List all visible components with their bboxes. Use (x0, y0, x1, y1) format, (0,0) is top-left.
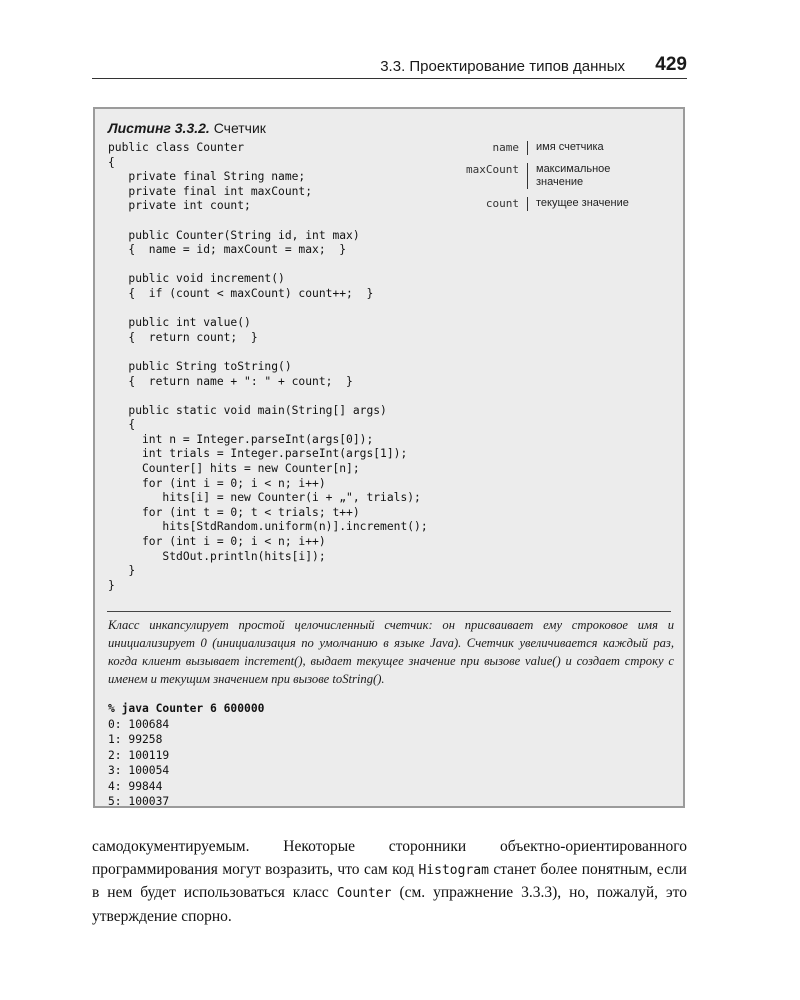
legend-description: максимальное значение (536, 163, 611, 188)
code-line: public String toString() (108, 359, 292, 373)
code-line: hits[StdRandom.uniform(n)].increment(); (108, 520, 428, 534)
code-line: private final String name; (108, 170, 306, 184)
code-line: for (int i = 0; i < n; i++) (108, 476, 326, 490)
description-text: . (381, 672, 385, 686)
terminal-output-line: 2: 100119 (108, 748, 170, 762)
terminal-output-line: 4: 99844 (108, 779, 163, 793)
body-paragraph (92, 836, 687, 928)
code-line: public int value() (108, 316, 251, 330)
code-line: public void increment() (108, 272, 285, 286)
code-line: { return count; } (108, 330, 258, 344)
terminal-lines (108, 718, 169, 809)
code-line: StdOut.println(hits[i]); (108, 549, 326, 563)
code-line: public Counter(String id, int max) (108, 228, 360, 242)
section-title: 3.3. Проектирование типов данных (380, 58, 625, 75)
description-text: Класс инкапсулирует простой целочисленный счетчик: он присваивает ему строковое имя и инициализирует 0 (инициализация по умолчанию в языке Java). Счетчик увеличивается каждый раз, когда клиент вызывает (108, 618, 674, 668)
code-line: { name = id; maxCount = max; } (108, 243, 347, 257)
code-line: for (int t = 0; t < trials; t++) (108, 505, 360, 519)
code-line: int n = Integer.parseInt(args[0]); (108, 432, 374, 446)
code-line: private int count; (108, 199, 251, 213)
legend-row (440, 141, 654, 155)
body-text: самодокументируемым. Некоторые сторонники объектно-ориентированного программирования могут возразить, что сам код (92, 838, 687, 878)
legend-description: текущее значение (536, 197, 629, 209)
code-line: { if (count < maxCount) count++; } (108, 286, 374, 300)
code-line: } (108, 564, 136, 578)
inline-code-histogram: Histogram (418, 862, 489, 878)
code-line: int trials = Integer.parseInt(args[1]); (108, 447, 408, 461)
legend-description: имя счетчика (536, 141, 604, 153)
legend-row (440, 197, 654, 211)
code-line: { (108, 418, 136, 432)
code-line: for (int i = 0; i < n; i++) (108, 535, 326, 549)
listing-description (108, 616, 674, 688)
listing-box (93, 107, 685, 808)
inline-code-counter: Counter (336, 886, 392, 901)
code-line: } (108, 578, 115, 592)
method-value: value() (525, 654, 561, 668)
legend-variable: count (440, 197, 528, 211)
method-increment: increment() (244, 654, 303, 668)
code-listing (108, 141, 428, 593)
terminal-output-line: 5: 100037 (108, 795, 170, 808)
terminal-output-line: 0: 100684 (108, 717, 170, 731)
description-text: и создает строку с именем и текущим значением при вызове (108, 654, 674, 686)
code-line: { return name + ": " + count; } (108, 374, 353, 388)
code-line: hits[i] = new Counter(i + „", trials); (108, 491, 421, 505)
listing-title: Счетчик (213, 120, 266, 136)
legend-variable: maxCount (440, 163, 528, 189)
terminal-output-line: 1: 99258 (108, 733, 163, 746)
code-line: public static void main(String[] args) (108, 403, 387, 417)
variable-legend (440, 141, 654, 219)
code-line: public class Counter (108, 141, 245, 154)
legend-row (440, 163, 654, 189)
terminal-command: % java Counter 6 600000 (108, 702, 265, 715)
body-text: (см. упражнение 3.3.3), но, пожалуй, это утверждение спорно. (92, 884, 687, 925)
legend-variable: name (440, 141, 528, 155)
description-text: , выдает текущее значение при вызове (302, 654, 526, 668)
page-number: 429 (655, 54, 687, 75)
terminal-output (108, 701, 264, 810)
code-line: private final int maxCount; (108, 184, 313, 198)
body-text: станет более понятным, если в нем будет использоваться класс (92, 860, 687, 901)
method-tostring: toString() (332, 672, 382, 686)
terminal-output-line: 3: 100054 (108, 764, 170, 777)
listing-label: Листинг 3.3.2. (108, 120, 210, 136)
header-rule (92, 78, 687, 79)
listing-caption (108, 120, 266, 136)
code-line: { (108, 155, 115, 169)
listing-divider (107, 611, 671, 612)
code-line: Counter[] hits = new Counter[n]; (108, 462, 360, 476)
